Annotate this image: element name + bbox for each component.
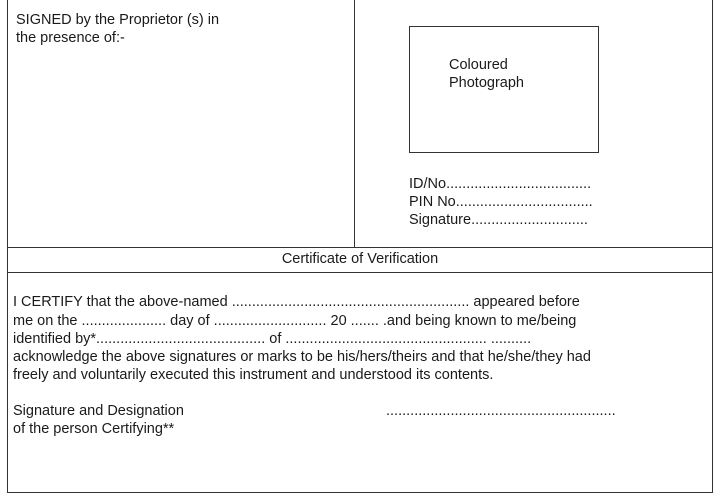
signed-by-line2: the presence of:- (16, 30, 125, 46)
signed-by-line1: SIGNED by the Proprietor (s) in (16, 12, 220, 28)
signature-designation-label: Signature and Designation (13, 403, 184, 419)
certify-line4: acknowledge the above signatures or marks to be his/hers/theirs and that he/she/they had (13, 349, 591, 365)
signature-field: Signature............................. (409, 212, 588, 228)
row-divider-title (7, 272, 713, 273)
column-divider (354, 0, 355, 248)
certify-line2: me on the ..................... day of ............................ 20 ....... .and being known to me/being (13, 313, 577, 329)
certifier-signature-line: ......................................................... (386, 403, 616, 419)
photo-box (409, 26, 599, 153)
certify-line5: freely and voluntarily executed this instrument and understood its contents. (13, 367, 494, 383)
id-no-field: ID/No.................................... (409, 176, 592, 192)
certify-line1: I CERTIFY that the above-named ........................................................... appeared before (13, 294, 580, 310)
row-divider-top (7, 247, 713, 248)
certify-line3: identified by*.......................................... of .................................................. .......... (13, 331, 532, 347)
person-certifying-label: of the person Certifying** (13, 421, 175, 437)
photo-label-line1: Coloured (449, 57, 508, 73)
pin-no-field: PIN No.................................. (409, 194, 593, 210)
certificate-title: Certificate of Verification (281, 251, 439, 267)
photo-label-line2: Photograph (449, 75, 524, 91)
